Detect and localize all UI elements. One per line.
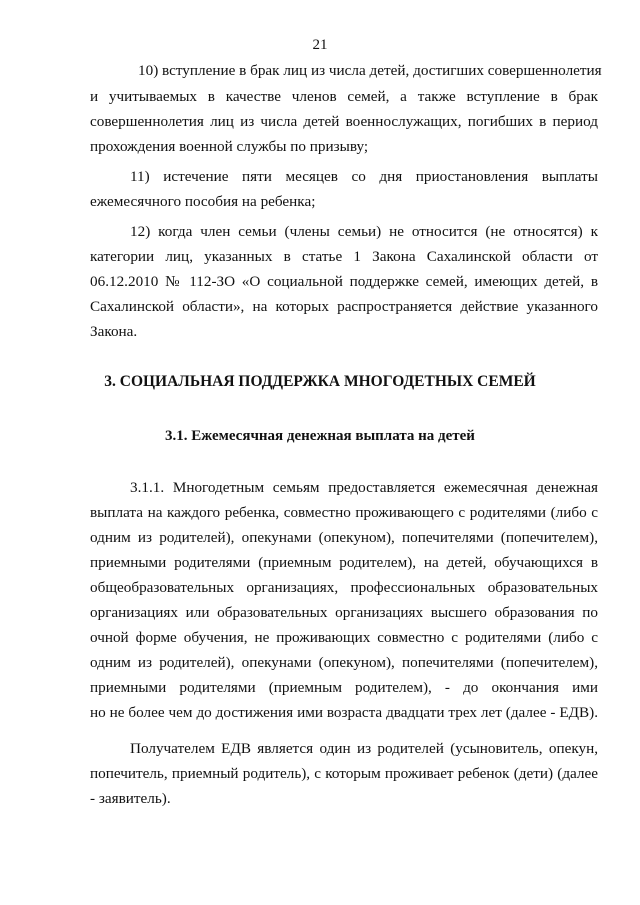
item-11-line-1: 11) истечение пяти месяцев со дня приостановления выплаты (130, 168, 598, 185)
item-12-line-5: Закона. (90, 323, 138, 340)
item-12-line-3: 06.12.2010 № 112-ЗО «О социальной поддержке семей, имеющих детей, в (90, 273, 598, 290)
para-1-line-4: приемными родителями (приемным родителем), на детей, обучающихся в (90, 554, 598, 571)
item-10-line-3: совершеннолетия лиц из числа детей военнослужащих, погибших в период (90, 113, 598, 130)
para-1-line-3: одним из родителей), опекунами (опекуном), попечителями (попечителем), (90, 529, 598, 546)
section-heading: 3. СОЦИАЛЬНАЯ ПОДДЕРЖКА МНОГОДЕТНЫХ СЕМЕЙ (104, 373, 536, 390)
para-1-line-8: одним из родителей), опекунами (опекуном), попечителями (попечителем), (90, 654, 598, 671)
para-2-line-3: - заявитель). (90, 790, 171, 807)
item-10-line-4: прохождения военной службы по призыву; (90, 138, 369, 155)
para-2-line-2: попечитель, приемный родитель), с которым проживает ребенок (дети) (далее (90, 765, 598, 782)
para-1-line-6: организациях или образовательных организациях высшего образования по (90, 604, 598, 621)
item-10-line-1: 10) вступление в брак лиц из числа детей, достигших совершеннолетия (138, 62, 602, 79)
para-1-line-7: очной форме обучения, не проживающих совместно с родителями (либо с (90, 629, 598, 646)
item-12-line-1: 12) когда член семьи (члены семьи) не относится (не относятся) к (130, 223, 598, 240)
page-number: 21 (312, 37, 328, 53)
item-11-line-2: ежемесячного пособия на ребенка; (90, 193, 316, 210)
subsection-heading: 3.1. Ежемесячная денежная выплата на детей (165, 428, 475, 444)
para-2-line-1: Получателем ЕДВ является один из родителей (усыновитель, опекун, (130, 740, 598, 757)
para-1-line-9: приемными родителями (приемным родителем), - до окончания ими (90, 679, 598, 696)
item-10-line-2: и учитываемых в качестве членов семей, а также вступление в брак (90, 88, 598, 105)
item-12-line-2: категории лиц, указанных в статье 1 Закона Сахалинской области от (90, 248, 598, 265)
para-1-line-5: общеобразовательных организациях, профессиональных образовательных (90, 579, 598, 596)
para-1-line-1: 3.1.1. Многодетным семьям предоставляется ежемесячная денежная (130, 479, 598, 496)
para-1-line-2: выплата на каждого ребенка, совместно проживающего с родителями (либо с (90, 504, 598, 521)
item-12-line-4: Сахалинской области», на которых распространяется действие указанного (90, 298, 598, 315)
para-1-line-10: но не более чем до достижения ими возраста двадцати трех лет (далее - ЕДВ). (90, 704, 598, 721)
